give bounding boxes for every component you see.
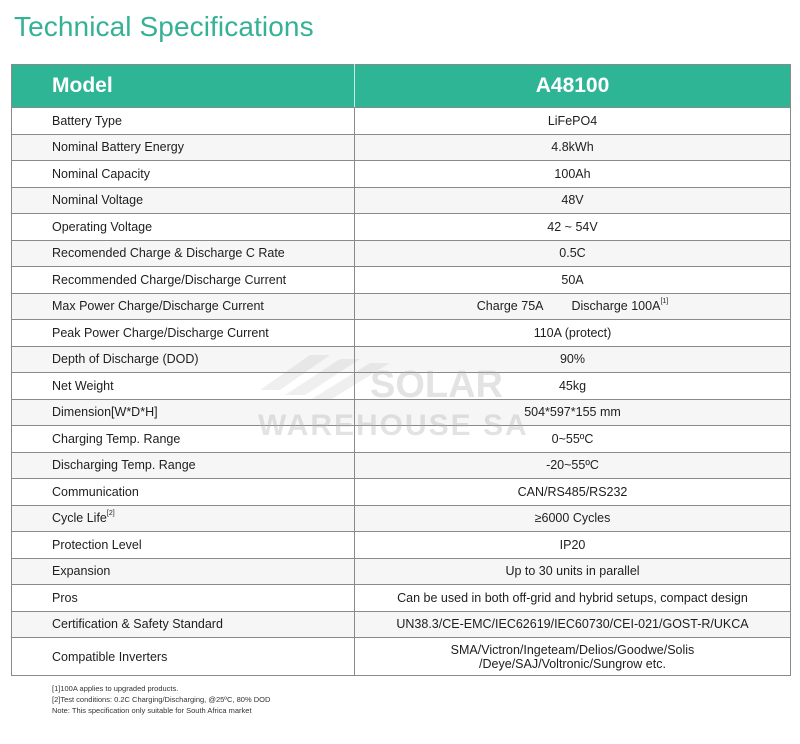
row-label: Dimension[W*D*H]: [12, 399, 355, 426]
row-value: LiFePO4: [355, 108, 791, 135]
table-row: [12, 187, 791, 214]
row-value-dual: [355, 293, 791, 320]
row-label: Cycle Life: [52, 511, 107, 526]
row-value: 504*597*155 mm: [355, 399, 791, 426]
row-label: Certification & Safety Standard: [12, 611, 355, 638]
row-value: ≥6000 Cycles: [355, 505, 791, 532]
row-label: Peak Power Charge/Discharge Current: [12, 320, 355, 347]
table-row: [12, 585, 791, 612]
table-row: [12, 399, 791, 426]
row-label: Battery Type: [12, 108, 355, 135]
row-value: 90%: [355, 346, 791, 373]
row-label: Operating Voltage: [12, 214, 355, 241]
table-row: [12, 293, 791, 320]
row-label: Net Weight: [12, 373, 355, 400]
row-label: Recomended Charge & Discharge C Rate: [12, 240, 355, 267]
page-title: Technical Specifications: [14, 11, 314, 42]
footnote: Note: This specification only suitable for South Africa market: [52, 706, 252, 715]
footnote: [1]100A applies to upgraded products.: [52, 684, 179, 693]
row-value: Up to 30 units in parallel: [355, 558, 791, 585]
footnote-marker: [2]: [106, 510, 115, 518]
table-row: [12, 320, 791, 347]
spec-table: [11, 64, 791, 676]
table-row: [12, 479, 791, 506]
header-model-label: Model: [12, 65, 355, 108]
table-header-row: [12, 65, 791, 108]
row-label: Nominal Battery Energy: [12, 134, 355, 161]
table-row: [12, 505, 791, 532]
table-row: [12, 267, 791, 294]
row-value: 42 ~ 54V: [355, 214, 791, 241]
table-row: [12, 426, 791, 453]
table-row: [12, 611, 791, 638]
row-value: 0.5C: [355, 240, 791, 267]
header-model-value: A48100: [355, 65, 791, 108]
footnotes: [52, 683, 270, 716]
row-label: Charging Temp. Range: [12, 426, 355, 453]
watermark-line2: WAREHOUSE SA: [258, 409, 529, 442]
table-row: [12, 346, 791, 373]
row-label-with-note: [12, 505, 355, 532]
row-value-multiline: [355, 638, 791, 676]
table-row: [12, 161, 791, 188]
footnote: [2]Test conditions: 0.2C Charging/Discharging, @25ºC, 80% DOD: [52, 695, 271, 704]
discharge-value: Discharge 100A: [571, 299, 661, 314]
row-label: Discharging Temp. Range: [12, 452, 355, 479]
table-row: [12, 558, 791, 585]
row-value: 48V: [355, 187, 791, 214]
footnote-marker: [1]: [660, 298, 669, 306]
row-value: -20~55ºC: [355, 452, 791, 479]
row-value: 110A (protect): [355, 320, 791, 347]
row-label: Nominal Capacity: [12, 161, 355, 188]
charge-value: Charge 75A: [476, 299, 544, 314]
row-value: CAN/RS485/RS232: [355, 479, 791, 506]
table-row: [12, 134, 791, 161]
table-row: [12, 532, 791, 559]
table-row: [12, 214, 791, 241]
row-value: 0~55ºC: [355, 426, 791, 453]
row-label: Expansion: [12, 558, 355, 585]
row-label: Compatible Inverters: [12, 638, 355, 676]
table-row: [12, 373, 791, 400]
row-label: Pros: [12, 585, 355, 612]
row-label: Communication: [12, 479, 355, 506]
value-line: /Deye/SAJ/Voltronic/Sungrow etc.: [479, 656, 666, 671]
table-row: [12, 452, 791, 479]
row-label: Recommended Charge/Discharge Current: [12, 267, 355, 294]
watermark-line1: SOLAR: [370, 364, 503, 406]
table-row: [12, 638, 791, 676]
table-row: [12, 108, 791, 135]
row-value: 45kg: [355, 373, 791, 400]
row-label: Max Power Charge/Discharge Current: [12, 293, 355, 320]
row-label: Depth of Discharge (DOD): [12, 346, 355, 373]
row-value: 4.8kWh: [355, 134, 791, 161]
row-value: 50A: [355, 267, 791, 294]
value-line: SMA/Victron/Ingeteam/Delios/Goodwe/Solis: [450, 642, 695, 657]
row-value: IP20: [355, 532, 791, 559]
row-label: Protection Level: [12, 532, 355, 559]
row-value: 100Ah: [355, 161, 791, 188]
row-value: Can be used in both off-grid and hybrid setups, compact design: [355, 585, 791, 612]
table-row: [12, 240, 791, 267]
row-value: UN38.3/CE-EMC/IEC62619/IEC60730/CEI-021/GOST-R/UKCA: [355, 611, 791, 638]
row-label: Nominal Voltage: [12, 187, 355, 214]
